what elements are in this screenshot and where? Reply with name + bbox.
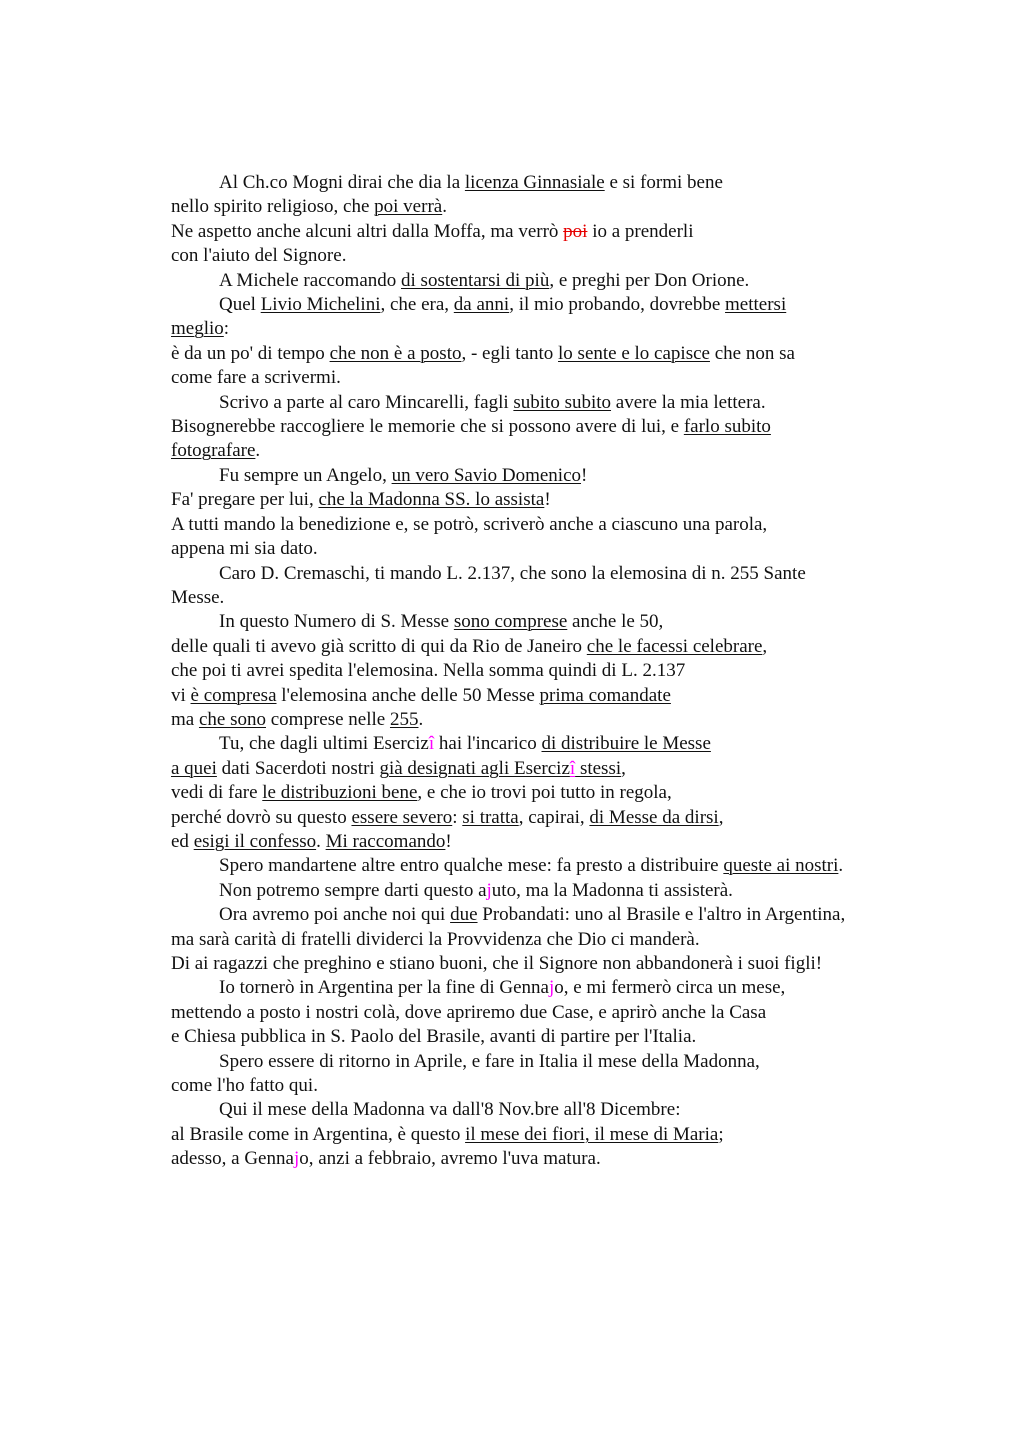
text-line: vi è compresa l'elemosina anche delle 50 Messe prima comandate: [171, 684, 671, 706]
letter-body: [171, 171, 931, 1172]
inserted-letter: î: [569, 757, 576, 779]
text-line: Ora avremo poi anche noi qui due Probandati: uno al Brasile e l'altro in Argentina,: [219, 904, 846, 926]
text-line: Tu, che dagli ultimi Esercizî hai l'incarico di distribuire le Messe: [219, 733, 711, 755]
text-line: Non potremo sempre darti questo ajuto, ma la Madonna ti assisterà.: [219, 879, 733, 901]
text-line: Spero essere di ritorno in Aprile, e fare in Italia il mese della Madonna,: [219, 1050, 760, 1072]
text-line: che poi ti avrei spedita l'elemosina. Nella somma quindi di L. 2.137: [171, 660, 686, 682]
text-line: Messe.: [171, 586, 225, 608]
text-line: ma sarà carità di fratelli dividerci la Provvidenza che Dio ci manderà.: [171, 928, 700, 950]
text-line: Bisognerebbe raccogliere le memorie che si possono avere di lui, e farlo subito: [171, 416, 771, 438]
text-line: Scrivo a parte al caro Mincarelli, fagli subito subito avere la mia lettera.: [219, 391, 766, 413]
inserted-letter: j: [486, 879, 492, 901]
text-line: vedi di fare le distribuzioni bene, e che io trovi poi tutto in regola,: [171, 782, 672, 804]
text-line: adesso, a Gennajo, anzi a febbraio, avremo l'uva matura.: [171, 1148, 601, 1170]
text-line: è da un po' di tempo che non è a posto, - egli tanto lo sente e lo capisce che non sa: [171, 342, 795, 364]
text-line: appena mi sia dato.: [171, 538, 318, 560]
text-line: Spero mandartene altre entro qualche mese: fa presto a distribuire queste ai nostri.: [219, 855, 844, 877]
text-line: come fare a scrivermi.: [171, 367, 341, 389]
text-line: a quei dati Sacerdoti nostri già designati agli Esercizî stessi,: [171, 757, 626, 779]
text-line: Ne aspetto anche alcuni altri dalla Moffa, ma verrò poi io a prenderli: [171, 220, 694, 242]
text-line: perché dovrò su questo essere severo: si tratta, capirai, di Messe da dirsi,: [171, 806, 724, 828]
deleted-word: poi: [563, 220, 588, 242]
text-line: delle quali ti avevo già scritto di qui da Rio de Janeiro che le facessi celebrare,: [171, 635, 768, 657]
text-line: mettendo a posto i nostri colà, dove apriremo due Case, e aprirò anche la Casa: [171, 1001, 767, 1023]
inserted-letter: î: [428, 733, 435, 755]
text-line: Fa' pregare per lui, che la Madonna SS. lo assista!: [171, 489, 551, 511]
text-line: come l'ho fatto qui.: [171, 1075, 318, 1097]
text-line: ed esigi il confesso. Mi raccomando!: [171, 830, 452, 852]
text-line: Caro D. Cremaschi, ti mando L. 2.137, che sono la elemosina di n. 255 Sante: [219, 562, 806, 584]
text-line: In questo Numero di S. Messe sono comprese anche le 50,: [219, 611, 664, 633]
text-line: meglio:: [171, 318, 230, 340]
text-line: Quel Livio Michelini, che era, da anni, il mio probando, dovrebbe mettersi: [219, 294, 787, 316]
inserted-letter: j: [293, 1148, 300, 1170]
text-line: A tutti mando la benedizione e, se potrò, scriverò anche a ciascuno una parola,: [171, 513, 768, 535]
text-line: Al Ch.co Mogni dirai che dia la licenza Ginnasiale e si formi bene: [219, 172, 723, 193]
text-line: con l'aiuto del Signore.: [171, 245, 347, 267]
text-line: al Brasile come in Argentina, è questo il mese dei fiori, il mese di Maria;: [171, 1123, 724, 1145]
text-line: Io tornerò in Argentina per la fine di Gennajo, e mi fermerò circa un mese,: [219, 977, 786, 999]
text-line: Qui il mese della Madonna va dall'8 Nov.bre all'8 Dicembre:: [219, 1099, 681, 1121]
inserted-letter: j: [548, 977, 555, 999]
text-line: Fu sempre un Angelo, un vero Savio Domenico!: [219, 464, 588, 486]
text-line: e Chiesa pubblica in S. Paolo del Brasile, avanti di partire per l'Italia.: [171, 1026, 697, 1048]
text-line: ma che sono comprese nelle 255.: [171, 708, 424, 730]
text-line: A Michele raccomando di sostentarsi di più, e preghi per Don Orione.: [219, 269, 750, 291]
text-line: nello spirito religioso, che poi verrà.: [171, 196, 447, 218]
text-line: fotografare.: [171, 440, 261, 462]
text-line: Di ai ragazzi che preghino e stiano buoni, che il Signore non abbandonerà i suoi figli!: [171, 953, 823, 974]
